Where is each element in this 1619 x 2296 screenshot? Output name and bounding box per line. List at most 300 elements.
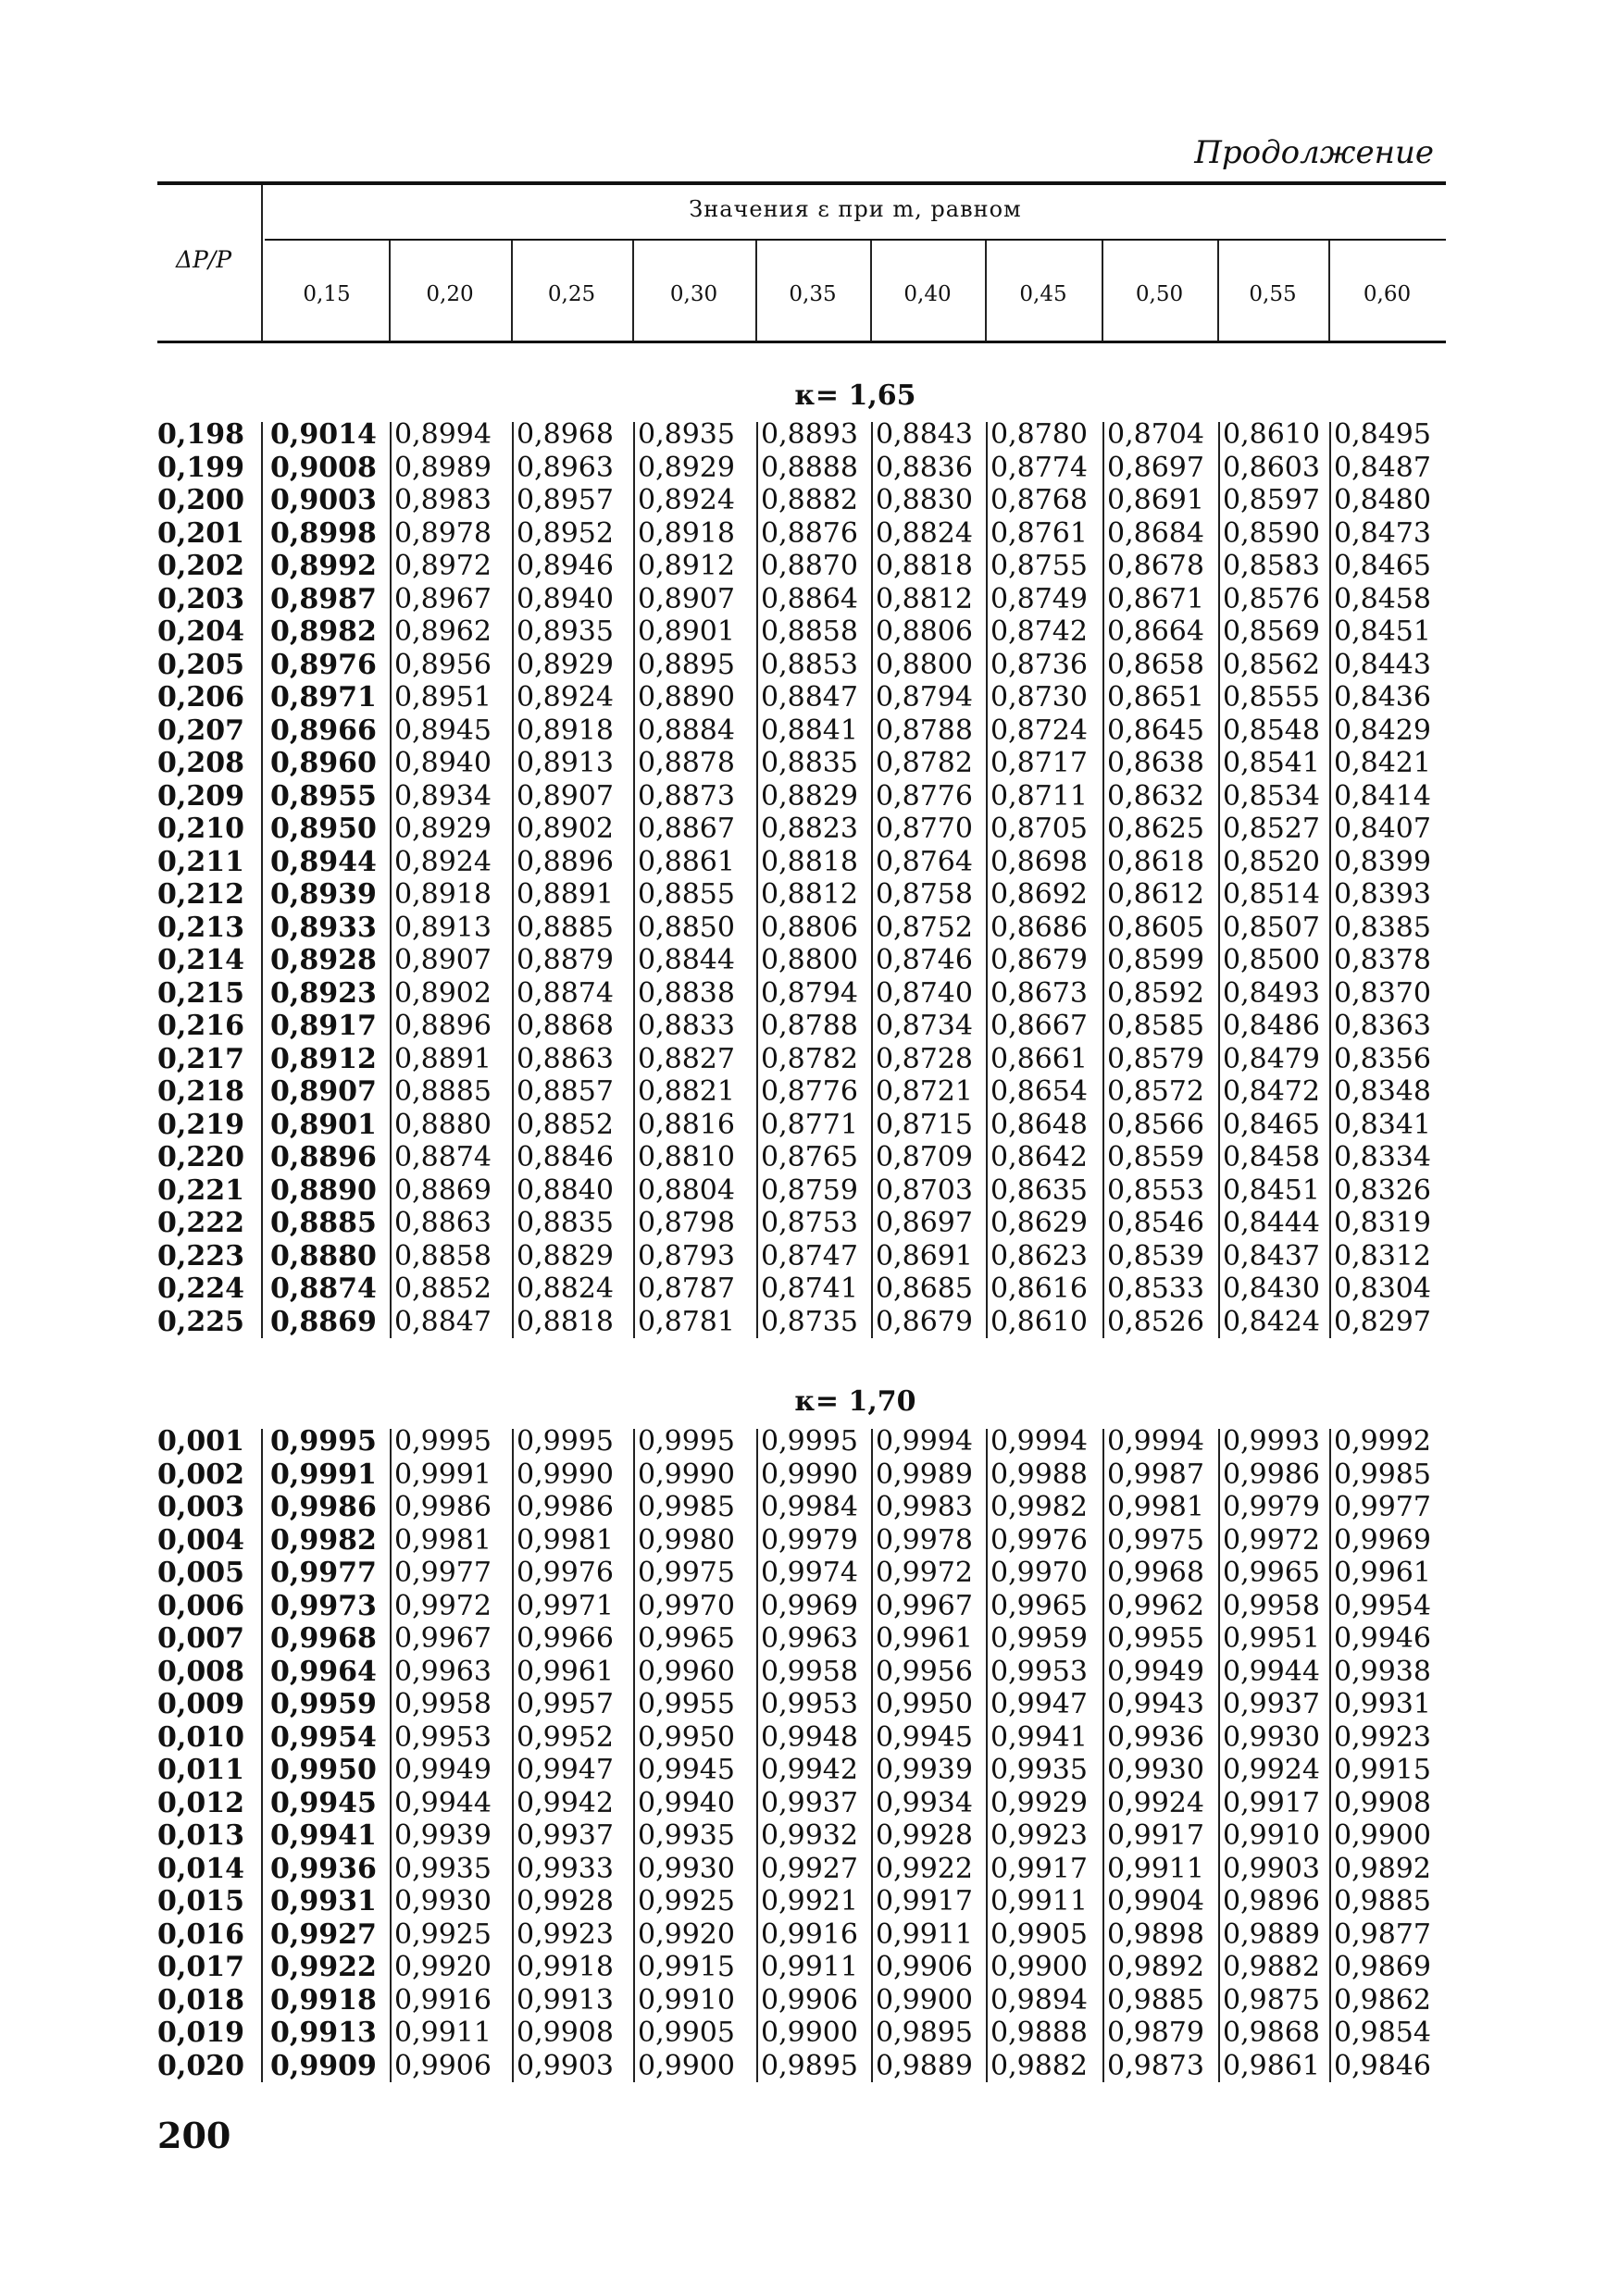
table-row <box>157 1754 1446 1787</box>
table-row <box>157 1240 1446 1273</box>
dp-value-cell: 0,006 <box>157 1589 244 1622</box>
epsilon-value-cell: 0,9990 <box>638 1458 735 1491</box>
epsilon-value-cell: 0,8691 <box>1107 484 1204 516</box>
m-header-4: 0,35 <box>789 282 837 306</box>
epsilon-value-cell: 0,9937 <box>517 1819 614 1852</box>
epsilon-value-cell: 0,9994 <box>876 1425 973 1458</box>
epsilon-value-cell: 0,9854 <box>1334 2017 1431 2049</box>
epsilon-value-cell: 0,8610 <box>1223 418 1320 451</box>
epsilon-value-cell: 0,8998 <box>270 516 377 550</box>
epsilon-value-cell: 0,8810 <box>638 1141 735 1173</box>
dp-value-cell: 0,020 <box>157 2049 244 2082</box>
epsilon-value-cell: 0,8312 <box>1334 1239 1431 1272</box>
epsilon-value-cell: 0,8671 <box>1107 582 1204 615</box>
epsilon-value-cell: 0,8735 <box>761 1305 858 1338</box>
epsilon-value-cell: 0,8715 <box>876 1108 973 1141</box>
epsilon-value-cell: 0,9898 <box>1107 1917 1204 1951</box>
epsilon-value-cell: 0,8989 <box>394 451 492 484</box>
epsilon-value-cell: 0,8967 <box>394 582 492 615</box>
epsilon-value-cell: 0,9954 <box>270 1720 377 1754</box>
epsilon-value-cell: 0,8605 <box>1107 911 1204 944</box>
epsilon-value-cell: 0,8928 <box>270 944 377 976</box>
epsilon-value-cell: 0,8569 <box>1223 615 1320 648</box>
table-row <box>157 944 1446 977</box>
epsilon-value-cell: 0,9952 <box>517 1720 614 1754</box>
epsilon-value-cell: 0,9961 <box>876 1622 973 1655</box>
page-number: 200 <box>157 2115 231 2156</box>
epsilon-value-cell: 0,8562 <box>1223 648 1320 681</box>
epsilon-value-cell: 0,9938 <box>1334 1655 1431 1688</box>
epsilon-value-cell: 0,8684 <box>1107 516 1204 550</box>
table-row <box>157 878 1446 912</box>
epsilon-value-cell: 0,9947 <box>517 1754 614 1786</box>
epsilon-value-cell: 0,9991 <box>394 1458 492 1491</box>
epsilon-value-cell: 0,8800 <box>761 944 858 976</box>
dp-value-cell: 0,203 <box>157 582 244 615</box>
epsilon-value-cell: 0,9995 <box>394 1425 492 1458</box>
epsilon-value-cell: 0,8829 <box>761 779 858 813</box>
dp-value-cell: 0,202 <box>157 550 244 582</box>
epsilon-value-cell: 0,9929 <box>990 1786 1088 1819</box>
epsilon-value-cell: 0,8465 <box>1334 550 1431 582</box>
epsilon-value-cell: 0,8939 <box>270 878 377 911</box>
epsilon-value-cell: 0,8846 <box>517 1141 614 1173</box>
epsilon-value-cell: 0,9972 <box>1223 1523 1320 1557</box>
epsilon-value-cell: 0,9936 <box>270 1852 377 1885</box>
table-row <box>157 2050 1446 2083</box>
epsilon-value-cell: 0,8800 <box>876 648 973 681</box>
epsilon-value-cell: 0,9896 <box>1223 1885 1320 1917</box>
epsilon-value-cell: 0,8895 <box>638 648 735 681</box>
epsilon-value-cell: 0,8893 <box>761 418 858 451</box>
epsilon-value-cell: 0,8793 <box>638 1239 735 1272</box>
epsilon-value-cell: 0,8728 <box>876 1042 973 1075</box>
epsilon-value-cell: 0,9948 <box>761 1720 858 1754</box>
epsilon-value-cell: 0,8632 <box>1107 779 1204 813</box>
epsilon-value-cell: 0,8957 <box>517 484 614 516</box>
epsilon-value-cell: 0,8752 <box>876 911 973 944</box>
epsilon-value-cell: 0,8858 <box>394 1239 492 1272</box>
epsilon-value-cell: 0,8458 <box>1334 582 1431 615</box>
epsilon-value-cell: 0,9970 <box>990 1557 1088 1589</box>
epsilon-value-cell: 0,8451 <box>1334 615 1431 648</box>
epsilon-value-cell: 0,8821 <box>638 1075 735 1108</box>
epsilon-value-cell: 0,8890 <box>270 1173 377 1207</box>
epsilon-value-cell: 0,8844 <box>638 944 735 976</box>
m-header-7: 0,50 <box>1135 282 1184 306</box>
m-header-2: 0,25 <box>547 282 596 306</box>
epsilon-value-cell: 0,8857 <box>517 1075 614 1108</box>
epsilon-value-cell: 0,8891 <box>394 1042 492 1075</box>
epsilon-value-cell: 0,9906 <box>876 1951 973 1983</box>
epsilon-value-cell: 0,8642 <box>990 1141 1088 1173</box>
table-row <box>157 1174 1446 1208</box>
epsilon-value-cell: 0,9943 <box>1107 1688 1204 1720</box>
epsilon-value-cell: 0,8924 <box>638 484 735 516</box>
epsilon-value-cell: 0,8788 <box>876 714 973 747</box>
epsilon-value-cell: 0,8583 <box>1223 550 1320 582</box>
dp-value-cell: 0,205 <box>157 648 244 681</box>
epsilon-value-cell: 0,9933 <box>517 1852 614 1885</box>
epsilon-value-cell: 0,8599 <box>1107 944 1204 976</box>
epsilon-value-cell: 0,8625 <box>1107 813 1204 845</box>
epsilon-value-cell: 0,8539 <box>1107 1239 1204 1272</box>
epsilon-value-cell: 0,8929 <box>638 451 735 484</box>
epsilon-value-cell: 0,9906 <box>394 2049 492 2082</box>
dp-value-cell: 0,222 <box>157 1207 244 1239</box>
epsilon-value-cell: 0,9931 <box>270 1885 377 1917</box>
epsilon-value-cell: 0,9923 <box>1334 1720 1431 1754</box>
epsilon-value-cell: 0,9986 <box>394 1491 492 1523</box>
dp-value-cell: 0,221 <box>157 1173 244 1207</box>
section-title: κ= 1,65 <box>794 379 916 412</box>
dp-value-cell: 0,014 <box>157 1852 244 1885</box>
dp-value-cell: 0,008 <box>157 1655 244 1688</box>
epsilon-value-cell: 0,9946 <box>1334 1622 1431 1655</box>
epsilon-value-cell: 0,9990 <box>517 1458 614 1491</box>
epsilon-value-cell: 0,9955 <box>638 1688 735 1720</box>
epsilon-value-cell: 0,8776 <box>876 779 973 813</box>
epsilon-value-cell: 0,9900 <box>638 2049 735 2082</box>
dp-value-cell: 0,010 <box>157 1720 244 1754</box>
epsilon-value-cell: 0,8673 <box>990 976 1088 1010</box>
table-row <box>157 747 1446 780</box>
epsilon-value-cell: 0,9962 <box>1107 1589 1204 1622</box>
epsilon-value-cell: 0,8407 <box>1334 813 1431 845</box>
epsilon-value-cell: 0,8473 <box>1334 516 1431 550</box>
epsilon-value-cell: 0,8804 <box>638 1173 735 1207</box>
table-row <box>157 1272 1446 1306</box>
epsilon-value-cell: 0,8685 <box>876 1272 973 1305</box>
table-row <box>157 1918 1446 1952</box>
epsilon-value-cell: 0,8527 <box>1223 813 1320 845</box>
table-row <box>157 1425 1446 1458</box>
epsilon-value-cell: 0,8787 <box>638 1272 735 1305</box>
epsilon-value-cell: 0,8885 <box>270 1207 377 1239</box>
epsilon-value-cell: 0,8759 <box>761 1173 858 1207</box>
header-divider-first <box>261 185 263 341</box>
header-divider-7 <box>1217 241 1219 341</box>
table-row <box>157 1141 1446 1174</box>
epsilon-value-cell: 0,8495 <box>1334 418 1431 451</box>
epsilon-value-cell: 0,9968 <box>1107 1557 1204 1589</box>
epsilon-value-cell: 0,8465 <box>1223 1108 1320 1141</box>
epsilon-value-cell: 0,8749 <box>990 582 1088 615</box>
epsilon-value-cell: 0,9910 <box>1223 1819 1320 1852</box>
epsilon-value-cell: 0,8847 <box>394 1305 492 1338</box>
dp-value-cell: 0,225 <box>157 1305 244 1338</box>
epsilon-value-cell: 0,9944 <box>1223 1655 1320 1688</box>
header-bottom-rule <box>157 341 1446 343</box>
dp-value-cell: 0,005 <box>157 1557 244 1589</box>
epsilon-value-cell: 0,8326 <box>1334 1173 1431 1207</box>
epsilon-value-cell: 0,9990 <box>761 1458 858 1491</box>
epsilon-value-cell: 0,8940 <box>394 747 492 779</box>
epsilon-value-cell: 0,8770 <box>876 813 973 845</box>
epsilon-value-cell: 0,9936 <box>1107 1720 1204 1754</box>
epsilon-value-cell: 0,9979 <box>761 1523 858 1557</box>
epsilon-value-cell: 0,9921 <box>761 1885 858 1917</box>
epsilon-value-cell: 0,8645 <box>1107 714 1204 747</box>
epsilon-value-cell: 0,8385 <box>1334 911 1431 944</box>
dp-value-cell: 0,204 <box>157 615 244 648</box>
header-divider-0 <box>389 241 391 341</box>
table-row <box>157 1656 1446 1689</box>
epsilon-value-cell: 0,9908 <box>517 2017 614 2049</box>
table-row <box>157 1721 1446 1755</box>
table-row <box>157 615 1446 649</box>
epsilon-value-cell: 0,9900 <box>876 1983 973 2017</box>
epsilon-value-cell: 0,8487 <box>1334 451 1431 484</box>
epsilon-value-cell: 0,8458 <box>1223 1141 1320 1173</box>
top-rule <box>157 181 1446 185</box>
epsilon-value-cell: 0,8823 <box>761 813 858 845</box>
table-row <box>157 1458 1446 1492</box>
epsilon-value-cell: 0,8667 <box>990 1010 1088 1042</box>
epsilon-value-cell: 0,8918 <box>638 516 735 550</box>
dp-value-cell: 0,219 <box>157 1108 244 1141</box>
dp-value-cell: 0,007 <box>157 1622 244 1655</box>
table-row <box>157 550 1446 583</box>
epsilon-value-cell: 0,8913 <box>517 747 614 779</box>
epsilon-value-cell: 0,9916 <box>394 1983 492 2017</box>
epsilon-value-cell: 0,8541 <box>1223 747 1320 779</box>
epsilon-value-cell: 0,9868 <box>1223 2017 1320 2049</box>
dp-value-cell: 0,200 <box>157 484 244 516</box>
epsilon-value-cell: 0,8912 <box>638 550 735 582</box>
epsilon-value-cell: 0,8907 <box>638 582 735 615</box>
epsilon-value-cell: 0,9965 <box>990 1589 1088 1622</box>
table-row <box>157 714 1446 748</box>
epsilon-value-cell: 0,8933 <box>270 911 377 944</box>
epsilon-value-cell: 0,8978 <box>394 516 492 550</box>
epsilon-value-cell: 0,8971 <box>270 681 377 714</box>
epsilon-value-cell: 0,8592 <box>1107 976 1204 1010</box>
epsilon-value-cell: 0,8896 <box>394 1010 492 1042</box>
epsilon-value-cell: 0,8764 <box>876 845 973 878</box>
epsilon-value-cell: 0,9972 <box>876 1557 973 1589</box>
epsilon-value-cell: 0,9935 <box>638 1819 735 1852</box>
epsilon-value-cell: 0,9947 <box>990 1688 1088 1720</box>
epsilon-value-cell: 0,8924 <box>517 681 614 714</box>
epsilon-value-cell: 0,9924 <box>1223 1754 1320 1786</box>
epsilon-value-cell: 0,8555 <box>1223 681 1320 714</box>
epsilon-value-cell: 0,9995 <box>638 1425 735 1458</box>
epsilon-value-cell: 0,8946 <box>517 550 614 582</box>
epsilon-value-cell: 0,8818 <box>761 845 858 878</box>
epsilon-value-cell: 0,9986 <box>517 1491 614 1523</box>
epsilon-value-cell: 0,9885 <box>1334 1885 1431 1917</box>
epsilon-value-cell: 0,8559 <box>1107 1141 1204 1173</box>
epsilon-value-cell: 0,8480 <box>1334 484 1431 516</box>
epsilon-value-cell: 0,9981 <box>517 1523 614 1557</box>
dp-value-cell: 0,211 <box>157 845 244 878</box>
epsilon-value-cell: 0,9923 <box>517 1917 614 1951</box>
epsilon-value-cell: 0,8806 <box>761 911 858 944</box>
epsilon-value-cell: 0,8868 <box>517 1010 614 1042</box>
dp-value-cell: 0,224 <box>157 1272 244 1305</box>
epsilon-value-cell: 0,8638 <box>1107 747 1204 779</box>
epsilon-value-cell: 0,8983 <box>394 484 492 516</box>
epsilon-value-cell: 0,8776 <box>761 1075 858 1108</box>
epsilon-value-cell: 0,9941 <box>270 1819 377 1852</box>
epsilon-value-cell: 0,8414 <box>1334 779 1431 813</box>
epsilon-value-cell: 0,9986 <box>270 1491 377 1523</box>
epsilon-value-cell: 0,9911 <box>1107 1852 1204 1885</box>
epsilon-value-cell: 0,8833 <box>638 1010 735 1042</box>
epsilon-value-cell: 0,9981 <box>1107 1491 1204 1523</box>
epsilon-value-cell: 0,8913 <box>394 911 492 944</box>
epsilon-value-cell: 0,9972 <box>394 1589 492 1622</box>
epsilon-value-cell: 0,8882 <box>761 484 858 516</box>
m-header-8: 0,55 <box>1249 282 1297 306</box>
epsilon-value-cell: 0,8356 <box>1334 1042 1431 1075</box>
epsilon-value-cell: 0,8960 <box>270 747 377 779</box>
epsilon-value-cell: 0,9989 <box>876 1458 973 1491</box>
table-row <box>157 1109 1446 1142</box>
dp-value-cell: 0,013 <box>157 1819 244 1852</box>
epsilon-value-cell: 0,8888 <box>761 451 858 484</box>
epsilon-value-cell: 0,9942 <box>517 1786 614 1819</box>
table-row <box>157 1306 1446 1339</box>
epsilon-value-cell: 0,9911 <box>761 1951 858 1983</box>
epsilon-value-cell: 0,8878 <box>638 747 735 779</box>
epsilon-value-cell: 0,9991 <box>270 1458 377 1491</box>
epsilon-value-cell: 0,9965 <box>1223 1557 1320 1589</box>
epsilon-value-cell: 0,9932 <box>761 1819 858 1852</box>
epsilon-value-cell: 0,8533 <box>1107 1272 1204 1305</box>
epsilon-value-cell: 0,8874 <box>517 976 614 1010</box>
epsilon-value-cell: 0,8918 <box>394 878 492 911</box>
epsilon-value-cell: 0,9985 <box>1334 1458 1431 1491</box>
epsilon-value-cell: 0,8907 <box>270 1075 377 1108</box>
epsilon-value-cell: 0,8781 <box>638 1305 735 1338</box>
m-header-5: 0,40 <box>903 282 952 306</box>
table-row <box>157 813 1446 846</box>
epsilon-value-cell: 0,8812 <box>761 878 858 911</box>
epsilon-value-cell: 0,8654 <box>990 1075 1088 1108</box>
epsilon-value-cell: 0,8955 <box>270 779 377 813</box>
epsilon-value-cell: 0,9985 <box>638 1491 735 1523</box>
epsilon-value-cell: 0,9983 <box>876 1491 973 1523</box>
epsilon-value-cell: 0,8987 <box>270 582 377 615</box>
epsilon-value-cell: 0,9967 <box>394 1622 492 1655</box>
epsilon-value-cell: 0,8704 <box>1107 418 1204 451</box>
epsilon-value-cell: 0,8755 <box>990 550 1088 582</box>
epsilon-value-cell: 0,8717 <box>990 747 1088 779</box>
epsilon-value-cell: 0,8297 <box>1334 1305 1431 1338</box>
epsilon-value-cell: 0,9958 <box>761 1655 858 1688</box>
epsilon-value-cell: 0,8548 <box>1223 714 1320 747</box>
epsilon-value-cell: 0,8741 <box>761 1272 858 1305</box>
epsilon-value-cell: 0,8873 <box>638 779 735 813</box>
epsilon-value-cell: 0,9959 <box>270 1688 377 1720</box>
dp-value-cell: 0,220 <box>157 1141 244 1173</box>
dp-value-cell: 0,004 <box>157 1523 244 1557</box>
epsilon-value-cell: 0,9889 <box>876 2049 973 2082</box>
table-row <box>157 583 1446 616</box>
epsilon-value-cell: 0,9970 <box>638 1589 735 1622</box>
epsilon-value-cell: 0,8992 <box>270 550 377 582</box>
epsilon-value-cell: 0,8850 <box>638 911 735 944</box>
epsilon-value-cell: 0,8794 <box>876 681 973 714</box>
epsilon-value-cell: 0,8923 <box>270 976 377 1010</box>
epsilon-value-cell: 0,8579 <box>1107 1042 1204 1075</box>
header-divider-6 <box>1102 241 1103 341</box>
epsilon-value-cell: 0,9925 <box>638 1885 735 1917</box>
epsilon-value-cell: 0,9906 <box>761 1983 858 2017</box>
epsilon-value-cell: 0,8348 <box>1334 1075 1431 1108</box>
table-row <box>157 846 1446 879</box>
epsilon-value-cell: 0,9954 <box>1334 1589 1431 1622</box>
epsilon-value-cell: 0,9949 <box>394 1754 492 1786</box>
epsilon-value-cell: 0,8526 <box>1107 1305 1204 1338</box>
epsilon-value-cell: 0,9008 <box>270 451 377 484</box>
epsilon-value-cell: 0,9930 <box>1107 1754 1204 1786</box>
epsilon-value-cell: 0,9014 <box>270 418 377 451</box>
epsilon-value-cell: 0,8912 <box>270 1042 377 1075</box>
dp-column-header: ΔP/P <box>176 246 232 273</box>
epsilon-value-cell: 0,8572 <box>1107 1075 1204 1108</box>
epsilon-value-cell: 0,8742 <box>990 615 1088 648</box>
epsilon-value-cell: 0,8597 <box>1223 484 1320 516</box>
epsilon-value-cell: 0,9930 <box>394 1885 492 1917</box>
epsilon-value-cell: 0,8874 <box>270 1272 377 1305</box>
epsilon-value-cell: 0,9930 <box>1223 1720 1320 1754</box>
section-title: κ= 1,70 <box>794 1385 916 1418</box>
epsilon-value-cell: 0,8876 <box>761 516 858 550</box>
epsilon-value-cell: 0,8944 <box>270 845 377 878</box>
epsilon-value-cell: 0,8610 <box>990 1305 1088 1338</box>
epsilon-value-cell: 0,8782 <box>761 1042 858 1075</box>
epsilon-value-cell: 0,8618 <box>1107 845 1204 878</box>
epsilon-value-cell: 0,9944 <box>394 1786 492 1819</box>
epsilon-value-cell: 0,9965 <box>638 1622 735 1655</box>
epsilon-value-cell: 0,9939 <box>394 1819 492 1852</box>
dp-value-cell: 0,016 <box>157 1917 244 1951</box>
epsilon-value-cell: 0,8758 <box>876 878 973 911</box>
dp-value-cell: 0,213 <box>157 911 244 944</box>
epsilon-value-cell: 0,8363 <box>1334 1010 1431 1042</box>
epsilon-value-cell: 0,8962 <box>394 615 492 648</box>
epsilon-value-cell: 0,8534 <box>1223 779 1320 813</box>
dp-value-cell: 0,198 <box>157 418 244 451</box>
epsilon-value-cell: 0,9969 <box>761 1589 858 1622</box>
epsilon-value-cell: 0,8341 <box>1334 1108 1431 1141</box>
epsilon-value-cell: 0,9951 <box>1223 1622 1320 1655</box>
epsilon-value-cell: 0,9968 <box>270 1622 377 1655</box>
table-row <box>157 1043 1446 1076</box>
epsilon-value-cell: 0,8816 <box>638 1108 735 1141</box>
table-row <box>157 452 1446 485</box>
epsilon-value-cell: 0,8858 <box>761 615 858 648</box>
epsilon-value-cell: 0,8443 <box>1334 648 1431 681</box>
epsilon-value-cell: 0,9987 <box>1107 1458 1204 1491</box>
table-row <box>157 780 1446 813</box>
epsilon-value-cell: 0,8430 <box>1223 1272 1320 1305</box>
epsilon-value-cell: 0,9945 <box>638 1754 735 1786</box>
epsilon-value-cell: 0,9916 <box>761 1917 858 1951</box>
epsilon-value-cell: 0,8901 <box>638 615 735 648</box>
epsilon-value-cell: 0,9994 <box>1107 1425 1204 1458</box>
epsilon-value-cell: 0,8869 <box>270 1305 377 1338</box>
epsilon-value-cell: 0,8994 <box>394 418 492 451</box>
table-row <box>157 484 1446 517</box>
epsilon-value-cell: 0,8765 <box>761 1141 858 1173</box>
epsilon-value-cell: 0,9861 <box>1223 2049 1320 2082</box>
epsilon-value-cell: 0,9885 <box>1107 1983 1204 2017</box>
epsilon-value-cell: 0,9904 <box>1107 1885 1204 1917</box>
